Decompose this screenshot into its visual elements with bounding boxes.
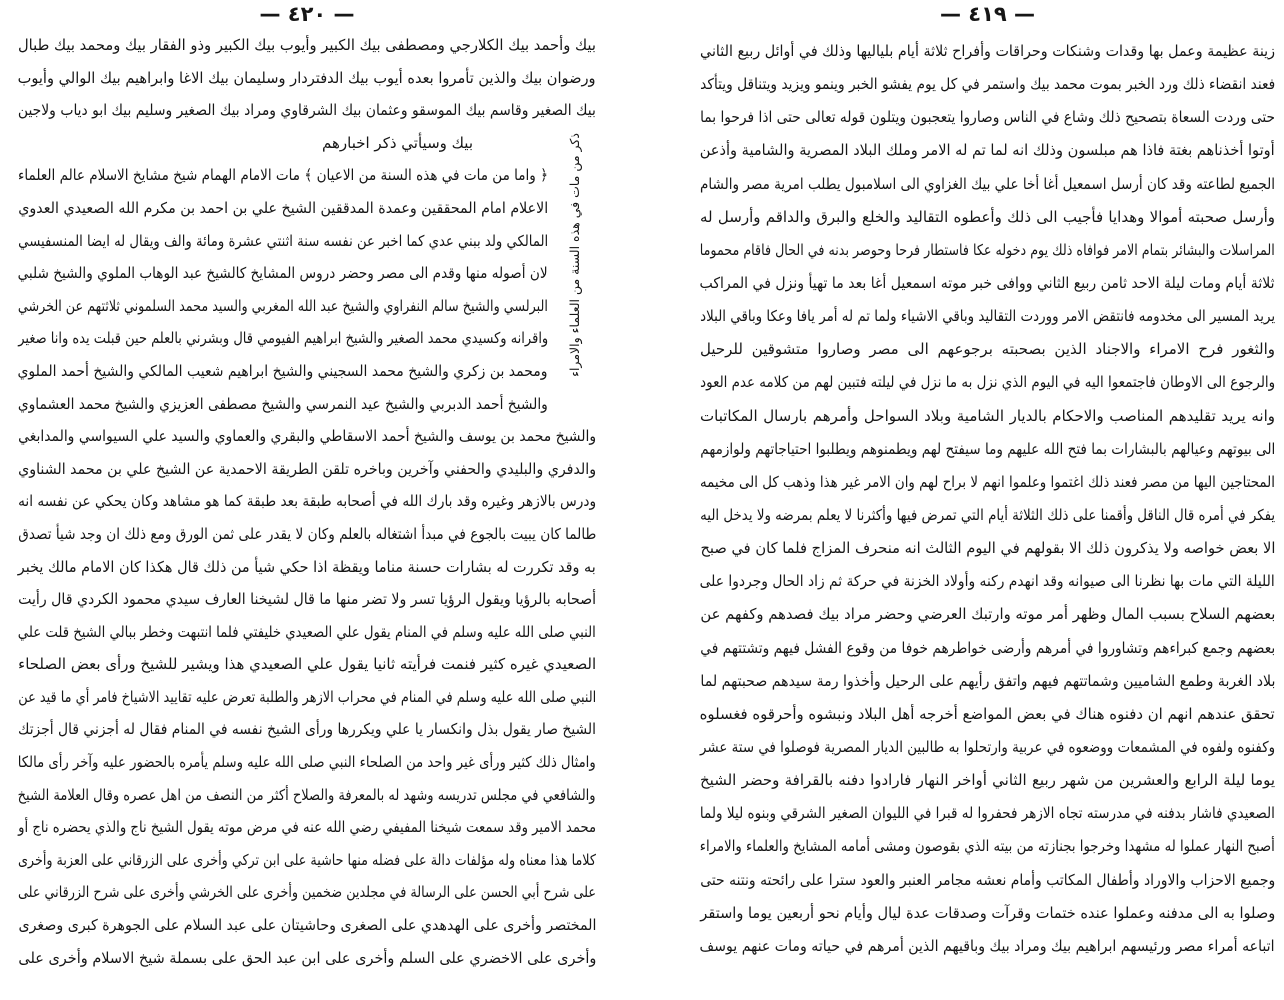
- text-line-content: واقرانه وكسيدي محمد الصغير والشيخ ابراهيم الفيومي قال وبشرني بالعلم حين قبلت يده وانا صغير: [18, 329, 548, 348]
- text-line-content: وكفنوه ولفوه في المشمعات ووضعوه في عربية وارتحلوا به طالبين الديار المصرية فوصلوا في ستة عشر: [699, 737, 1275, 756]
- text-line: [18, 453, 596, 486]
- text-line-content: الصعيدي فاشار بدفنه في مدرسته تجاه الازهر فحفروا له قبرا في الليوان الصغير الشرقي وبنوه ليلا ولما: [699, 804, 1275, 823]
- text-line-content: محمد الامير وقد سمعت شيخنا المفيفي رضي الله عنه في مرض موته يقول الشيخ ناج والذي يحضره ناج أو: [17, 818, 596, 837]
- text-line: [18, 909, 596, 942]
- text-line-content: والشافعي في مجلس تدريسه وشهد له بالمعرفة والصلاح أكثر من النصف من اهل عصره وقال العلامة الشيخ: [17, 785, 596, 804]
- text-line: [18, 225, 548, 258]
- text-line-content: الليلة التي مات بها نظرنا الى صيوانه وقد انهدم ركنه وأولاد الخزنة في حركة ثم زاد الحال وجردوا على: [699, 572, 1275, 591]
- text-line: [700, 35, 1275, 68]
- text-line: [700, 830, 1275, 863]
- text-line: [700, 797, 1275, 830]
- text-line: [18, 192, 548, 225]
- text-line-content: الشيخ صار يقول بذل وانكسار يا علي ويكررها ورأى الشيخ نفسه في المنام فقال له أجزني قال أجزتك: [17, 720, 596, 739]
- text-line: [700, 433, 1275, 466]
- page-text-block: [18, 29, 596, 974]
- text-line-content: بعضهم السلاح بسبب المال وظهر أمر موته وارتبك العرضي وحضر مراد بيك فصدهم وكفهم عن: [699, 605, 1275, 624]
- text-line: [700, 864, 1275, 897]
- text-line-content: المالكي ولد ببني عدي كما اخبر عن نفسه سنة اثنتي عشرة ومائة والف ويقال له ايضا المنسفيسي: [17, 231, 548, 250]
- text-line-content: أصبح النهار عملوا له مشهدا وخرجوا بجنازته من بيته الذي بقوصون ومشى أمامه المشايخ والعلماء والامراء: [699, 837, 1275, 856]
- text-line: [700, 499, 1275, 532]
- text-line: [700, 598, 1275, 631]
- text-line-content: يريد المسير الى مخدومه فانتقض الامر ووردت التقاليد وباقي الاشياء ولما تم له أمر يافا وعكا وباقي البلاد: [700, 307, 1275, 326]
- text-line: [700, 300, 1275, 333]
- text-line-content: على شرح أبي الحسن على الرسالة في مجلدين ضخمين وأخرى على الخرشي وأخرى على شرح الزرقاني على: [17, 883, 596, 902]
- right-page: [640, 0, 1284, 1000]
- text-line: [18, 388, 548, 421]
- text-line-content: ثلاثة أيام ومات ليلة الاحد ثامن ربيع الثاني ووافى خبر موته اسمعيل أغا بعد ما تهيأ ونزل في المراكب: [699, 273, 1275, 292]
- text-line-content: والرجوع الى الاوطان فاجتمعوا اليه في اليوم الذي نزل به ما نزل في ليلته فتبين لهم من كلامه عدم العود: [700, 373, 1275, 392]
- text-line: [18, 29, 596, 62]
- text-line: [700, 134, 1275, 167]
- text-line: [700, 466, 1275, 499]
- text-line-content: البرلسي والشيخ سالم النفراوي والشيخ عبد الله المغربي والسيد محمد السلموني ثلاثتهم عن الخرشي: [17, 296, 548, 315]
- text-line-content: والدفري والبليدي والحفني وآخرين وباخره تلقن الطريقة الاحمدية عن الشيخ علي بن محمد الشناوي: [18, 459, 596, 478]
- left-page: [0, 0, 612, 1000]
- text-line: [700, 101, 1275, 134]
- text-line: [18, 583, 596, 616]
- page-number: — ٤٢٠ —: [259, 2, 355, 26]
- text-line-content: بيك وسيأتي ذكر اخبارهم: [321, 133, 473, 152]
- margin-note-text: ذكر من مات في هذه السنة من العلماء والامراء: [567, 133, 582, 377]
- text-line: [18, 681, 596, 714]
- text-line-content: النبي صلى الله عليه وسلم في المنام في محراب الازهر والطلبة تعرض عليه تقاييد الاشياخ فامر أي ما قيد عن: [18, 687, 596, 706]
- text-line: [18, 551, 596, 584]
- text-line: [18, 746, 596, 779]
- text-line-content: بلاد الغربة وطمع الشاميين وشماتتهم فيهم واتفق رأيهم على الرحيل وأخذوا رمة سيدهم صحبتهم لما: [699, 671, 1275, 690]
- text-line: [700, 267, 1275, 300]
- text-line-content: كلاما هذا معناه وله مؤلفات دالة على فضله منها حاشية على ابن تركي وأخرى على الزرقاني على العزبة وأخرى: [18, 850, 596, 869]
- text-line-content: المحتاجين اليها من مصر فعند ذلك اغتموا وعلموا انهم لا براح لهم وان الامر غير هذا وذهب كل الى مخيمه: [699, 472, 1275, 491]
- text-line: [18, 62, 596, 95]
- text-line-content: وأخرى على الاخضري على السلم وأخرى على ابن عبد الحق على بسملة شيخ الاسلام وأخرى على: [18, 948, 596, 967]
- text-line-content: المختصر وأخرى على الهدهدي على الصغرى وحاشيتان على عبد السلام على الجوهرة كبرى وصغرى: [18, 916, 596, 935]
- text-line-content: أوتوا أخذناهم بغتة فاذا هم مبلسون وذلك انه لما تم له الامر وملك البلاد المصرية والشامية وأذعن: [700, 141, 1275, 160]
- text-line: [18, 355, 548, 388]
- text-line-content: الا بعض خواصه ولا يذكرون ذلك الا بقولهم في اليوم الثالث انه منحرف المزاج فلما كان في صبح: [699, 539, 1275, 558]
- text-line: [700, 234, 1275, 267]
- text-line: [18, 844, 596, 877]
- text-line-content: والشيخ محمد بن يوسف والشيخ أحمد الاسقاطي والبقري والعماوي والسيد علي السيواسي والمدابغي: [18, 427, 596, 446]
- page-number: — ٤١٩ —: [939, 2, 1036, 26]
- text-line-content: المراسلات والبشائر بتمام الامر فوافاه ذلك يوم دخوله عكا فاستطار فرحا وحوصر بدنه في الحال فاقام محموما: [700, 240, 1275, 259]
- text-line: [700, 168, 1275, 201]
- text-line-content: بعضهم وجمع كبراءهم وتشاوروا في أمرهم وأرضى خواطرهم خوفا من وقوع الفشل فيهم وتشتتهم في: [700, 638, 1275, 657]
- text-line-content: وأرسل صحبته أموالا وهدايا فأجيب الى ذلك وأعطوه التقاليد والخلع والبرق والداقم وأرسل له: [700, 207, 1275, 226]
- text-line-content: حتى وردت السعاة بتصحيح ذلك وشاع في الناس وصاروا يتعجبون ويتلون قوله تعالى حتى اذا فرحوا بما: [700, 108, 1275, 127]
- text-line: [18, 485, 596, 518]
- text-line: [18, 420, 596, 453]
- text-line-content: وامثال ذلك كثير ورأى غير واحد من الصلحاء النبي صلى الله عليه وسلم يأمره بالحضور عليه وآخر رأى مالكا: [18, 753, 596, 772]
- text-line-content: أصحابه بالرؤيا ويقول الرؤيا تسر ولا تضر منها ما قال لشيخنا العارف سيدي محمود الكردي قال رأيت: [17, 590, 596, 609]
- text-line-content: يوما ليلة الرابع والعشرين من شهر ربيع الثاني أواخر النهار فارادوا دفنه بالقرافة وحضر الشيخ: [700, 771, 1275, 790]
- text-line-content: يفكر في أمره قال الناقل وأقمنا على ذلك الثلاثة أيام التي تمرض فيها وأكثرنا لا يعلم بمرضه ولا يدخل اليه: [699, 505, 1275, 524]
- text-line: [18, 322, 548, 355]
- text-line: [18, 942, 596, 975]
- text-line: [700, 201, 1275, 234]
- text-line: [18, 616, 596, 649]
- text-line-content: ومحمد بن زكري والشيخ محمد السجيني والشيخ ابراهيم شعيب المالكي والشيخ أحمد الملوي: [17, 361, 548, 380]
- text-line: [700, 930, 1275, 963]
- text-line: [18, 290, 548, 323]
- text-line-content: فعند انقضاء ذلك ورد الخبر بموت محمد بيك واستمر في كل يوم يفشو الخبر وينمو ويزيد ويتناقل ويتأكد: [699, 75, 1275, 94]
- text-line-content: والشيخ أحمد الدبربي والشيخ عيد النمرسي والشيخ مصطفى العزيزي والشيخ محمد العشماوي: [18, 394, 548, 413]
- text-line-content: الى بيوتهم وعيالهم بالبشارات بما فتح الله عليهم وما سيفتح لهم ويطمنوهم ويطلبوا احتياجاتهم ولوازمهم: [700, 439, 1275, 458]
- text-line-content: الاعلام امام المحققين وعمدة المدققين الشيخ علي بن احمد بن مكرم الله الصعيدي العدوي: [17, 198, 548, 217]
- text-line-content: الجميع لطاعته وقد كان أرسل اسمعيل أغا أخا علي بيك الغزاوي الى اسلامبول يطلب امرية مصر والشام: [700, 174, 1275, 193]
- text-line-content: ورضوان بيك والذين تأمروا بعده أيوب بيك الدفتردار وسليمان بيك الاغا وابراهيم بيك الوالي وأيوب: [18, 68, 596, 87]
- text-line-content: به وقد تكررت له بشارات حسنة مناما ويقظة اذا حكي شيأ من ذلك قال هكذا كان الامام مالك يخبر: [17, 557, 596, 576]
- text-line: [18, 257, 548, 290]
- text-line: [700, 532, 1275, 565]
- text-line: [700, 897, 1275, 930]
- text-line-content: وصلوا به الى مدفنه وعملوا عنده ختمات وقرآت وصدقات عدة ليال وأيام نحو أربعين يوما واستقر: [700, 903, 1275, 922]
- text-line-content: وانه يريد تقليدهم المناصب والاحكام بالديار الشامية وبلاد السواحل وأمرهم بارسال المكاتبات: [700, 406, 1275, 425]
- text-line: [18, 876, 596, 909]
- text-line: [700, 698, 1275, 731]
- text-line: [18, 811, 596, 844]
- text-line-content: طالما كان يبيت بالجوع في مبدأ اشتغاله بالعلم وكان لا يقدر على ثمن الورق ومع ذلك ان وجد شيأ تصدق: [17, 524, 596, 543]
- text-line: [18, 648, 596, 681]
- text-line: [700, 731, 1275, 764]
- text-line: [700, 400, 1275, 433]
- text-line: [18, 127, 548, 160]
- text-line: [700, 333, 1275, 366]
- text-line-content: زينة عظيمة وعمل بها وقدات وشنكات وحراقات وأفراح ثلاثة أيام بلياليها وذلك في أوائل ربيع الثاني: [700, 42, 1275, 60]
- text-line: [700, 632, 1275, 665]
- page-text-block: [700, 35, 1275, 963]
- text-line-content: النبي صلى الله عليه وسلم في المنام يقول علي الصعيدي خليفتي فلما انتبهت وخطر ببالي الشيخ قلت علي: [17, 622, 596, 641]
- text-line: [700, 665, 1275, 698]
- text-line-content: ﴿ واما من مات في هذه السنة من الاعيان ﴾ مات الامام الهمام شيخ مشايخ الاسلام عالم العلماء: [17, 166, 548, 185]
- text-line-content: وجميع الاحزاب والاوراد وأطفال المكاتب وأمام نعشه مجامر العنبر والعود سترا على رائحته ونتنه حتى: [700, 870, 1275, 889]
- text-line: [18, 94, 596, 127]
- text-line-content: ودرس بالازهر وغيره وقد بارك الله في أصحابه طبقة بعد طبقة كما هو مشاهد وكان يحكي عن نفسه انه: [18, 492, 596, 511]
- text-line-content: اتباعه أمراء مصر ورئيسهم ابراهيم بيك ومراد بيك وباقيهم الذين أمرهم في حياته ومات عنهم يوسف: [700, 936, 1275, 955]
- text-line: [700, 366, 1275, 399]
- text-line: [700, 68, 1275, 101]
- text-line: [700, 565, 1275, 598]
- text-line: [700, 764, 1275, 797]
- text-line-content: تحقق عندهم انهم ان دفنوه هناك في بعض المواضع أخرجه أهل البلاد ونبشوه وأحرقوه فغسلوه: [699, 704, 1275, 723]
- text-line: [18, 713, 596, 746]
- text-line: [18, 159, 548, 192]
- text-line: [18, 779, 596, 812]
- text-line-content: بيك وأحمد بيك الكلارجي ومصطفى بيك الكبير وأيوب بيك الكبير وذو الفقار بيك ومحمد بيك طبال: [17, 36, 596, 54]
- text-line: [18, 518, 596, 551]
- text-line-content: والثغور فرح الامراء والاجناد الذين بصحبته برجوعهم الى مصر وصاروا متشوقين للرحيل: [700, 340, 1275, 359]
- margin-note: [564, 120, 586, 390]
- text-line-content: الصعيدي غيره كثير فنمت فرأيته ثانيا يقول علي الصعيدي هذا ويشير للشيخ ورأى بعض الصلحاء: [18, 655, 596, 674]
- text-line-content: بيك الصغير وقاسم بيك الموسقو وعثمان بيك الشرقاوي ومراد بيك الصغير وسليم بيك ابو دياب ولاجين: [17, 101, 596, 120]
- text-line-content: لان أصوله منها وقدم الى مصر وحضر دروس المشايخ كالشيخ عبد الوهاب الملوي والشيخ شلبي: [18, 264, 548, 283]
